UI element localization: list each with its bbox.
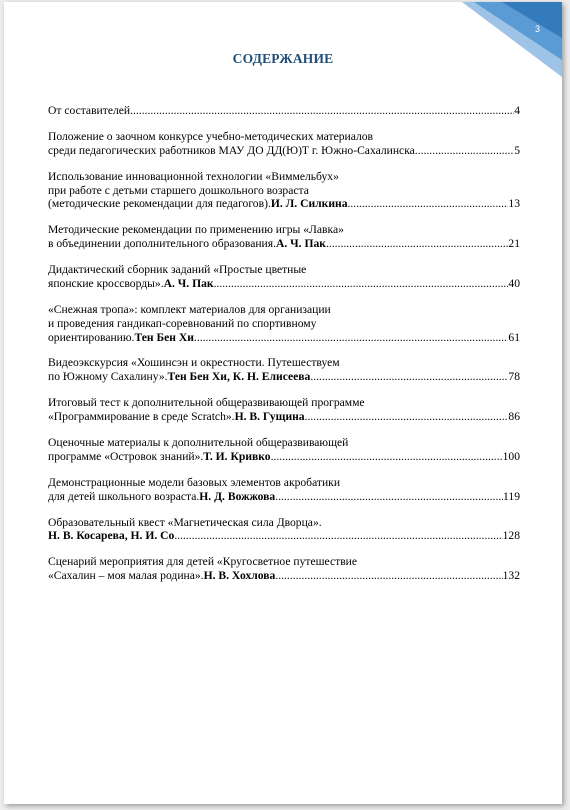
toc-entry-last-line	[48, 331, 520, 345]
dot-leader	[214, 277, 509, 291]
dot-leader	[326, 237, 508, 251]
toc-entry-last-line	[48, 569, 520, 583]
toc-entry-author: Т. И. Кривко	[203, 449, 271, 463]
toc-entry-page-number: 40	[508, 276, 520, 290]
toc-entry-author: А. Ч. Пак	[275, 237, 326, 251]
toc-entry-last-line	[48, 529, 520, 543]
toc-entry-last-line	[48, 144, 520, 158]
table-of-contents	[48, 104, 520, 595]
toc-entry-author: И. Л. Силкина	[270, 197, 348, 211]
toc-entry[interactable]	[48, 303, 520, 344]
toc-entry-line: Видеоэкскурсия «Хошинсэн и окрестности. Путешествуем	[48, 356, 340, 370]
dot-leader	[174, 529, 502, 543]
toc-entry-page-number: 4	[514, 104, 520, 117]
dot-leader	[275, 569, 502, 583]
toc-entry-line: Использование инновационной технологии «Виммельбух»	[48, 169, 339, 183]
toc-entry-author: Тен Бен Хи, К. Н. Елисеева	[167, 370, 311, 384]
toc-entry-line: и проведения гандикап-соревнований по спортивному	[48, 316, 317, 330]
toc-entry-author: Н. В. Косарева, Н. И. Со	[48, 529, 175, 543]
toc-entry-line: при работе с детьми старшего дошкольного возраста	[48, 183, 309, 197]
toc-entry-page-number: 128	[502, 529, 520, 543]
toc-entry-author: Н. В. Гущина	[234, 410, 305, 424]
toc-entry-last-line	[48, 410, 520, 424]
toc-entry[interactable]	[48, 476, 520, 504]
toc-entry-page-number: 5	[514, 143, 520, 157]
toc-entry[interactable]	[48, 170, 520, 211]
page-number: 3	[534, 24, 540, 34]
toc-entry[interactable]	[48, 396, 520, 424]
toc-entry-page-number: 13	[508, 197, 520, 211]
toc-entry-author: Н. В. Хохлова	[203, 569, 276, 583]
toc-entry-line: Дидактический сборник заданий «Простые цветные	[48, 263, 307, 277]
dot-leader	[310, 370, 508, 384]
toc-entry-last-line	[48, 277, 520, 291]
toc-entry-line: Демонстрационные модели базовых элементов акробатики	[48, 475, 341, 489]
toc-entry-author: А. Ч. Пак	[163, 276, 214, 290]
toc-entry-text: программе «Островок знаний».	[48, 449, 204, 463]
toc-entry-page-number: 61	[508, 330, 520, 344]
toc-entry-line: Оценочные материалы к дополнительной общеразвивающей	[48, 436, 349, 450]
toc-entry-text: От составителей	[48, 104, 131, 117]
toc-entry-page-number: 119	[503, 489, 520, 503]
dot-leader	[194, 331, 508, 345]
toc-entry-line: Итоговый тест к дополнительной общеразвивающей программе	[48, 396, 365, 410]
toc-entry-line: Сценарий мероприятия для детей «Кругосветное путешествие	[48, 555, 358, 569]
toc-entry[interactable]	[48, 263, 520, 291]
toc-entry-page-number: 21	[508, 237, 520, 251]
toc-entry-text: ориентированию.	[48, 330, 135, 344]
toc-entry-last-line	[48, 197, 520, 211]
toc-entry-text: в объединении дополнительного образования.	[48, 237, 276, 251]
dot-leader	[130, 104, 514, 118]
toc-entry-text: (методические рекомендации для педагогов).	[48, 197, 271, 211]
toc-entry-text: «Сахалин – моя малая родина».	[48, 569, 204, 583]
dot-leader	[415, 144, 514, 158]
toc-entry[interactable]	[48, 356, 520, 384]
toc-entry-text: «Программирование в среде Scratch».	[48, 410, 235, 424]
toc-entry-page-number: 78	[508, 370, 520, 384]
toc-entry-page-number: 86	[508, 410, 520, 424]
document-page	[4, 2, 562, 804]
toc-entry-last-line	[48, 490, 520, 504]
toc-entry-last-line	[48, 237, 520, 251]
toc-entry-line: Положение о заочном конкурсе учебно-методических материалов	[48, 129, 374, 143]
toc-entry-last-line	[48, 104, 520, 118]
dot-leader	[275, 490, 503, 504]
toc-entry-author: Тен Бен Хи	[134, 330, 194, 344]
toc-entry-text: японские кроссворды».	[48, 276, 164, 290]
toc-entry-line: Образовательный квест «Магнетическая сила Дворца».	[48, 515, 322, 529]
toc-entry[interactable]	[48, 436, 520, 464]
toc-entry-page-number: 132	[502, 569, 520, 583]
toc-entry-author: Н. Д. Вожжова	[199, 489, 276, 503]
dot-leader	[348, 197, 509, 211]
toc-entry-page-number: 100	[502, 449, 520, 463]
toc-entry[interactable]	[48, 555, 520, 583]
toc-entry[interactable]	[48, 130, 520, 158]
toc-entry-last-line	[48, 370, 520, 384]
toc-entry-last-line	[48, 450, 520, 464]
toc-entry[interactable]	[48, 223, 520, 251]
dot-leader	[305, 410, 509, 424]
toc-entry-text: среди педагогических работников МАУ ДО ДД(Ю)Т г. Южно-Сахалинска	[48, 143, 415, 157]
dot-leader	[271, 450, 503, 464]
toc-entry-text: для детей школьного возраста.	[48, 489, 200, 503]
toc-entry[interactable]	[48, 516, 520, 544]
toc-entry-text: по Южному Сахалину».	[48, 370, 168, 384]
toc-entry-line: «Снежная тропа»: комплект материалов для организации	[48, 302, 331, 316]
toc-entry-line: Методические рекомендации по применению игры «Лавка»	[48, 223, 344, 237]
page-title: СОДЕРЖАНИЕ	[232, 51, 334, 66]
toc-entry[interactable]	[48, 104, 520, 118]
